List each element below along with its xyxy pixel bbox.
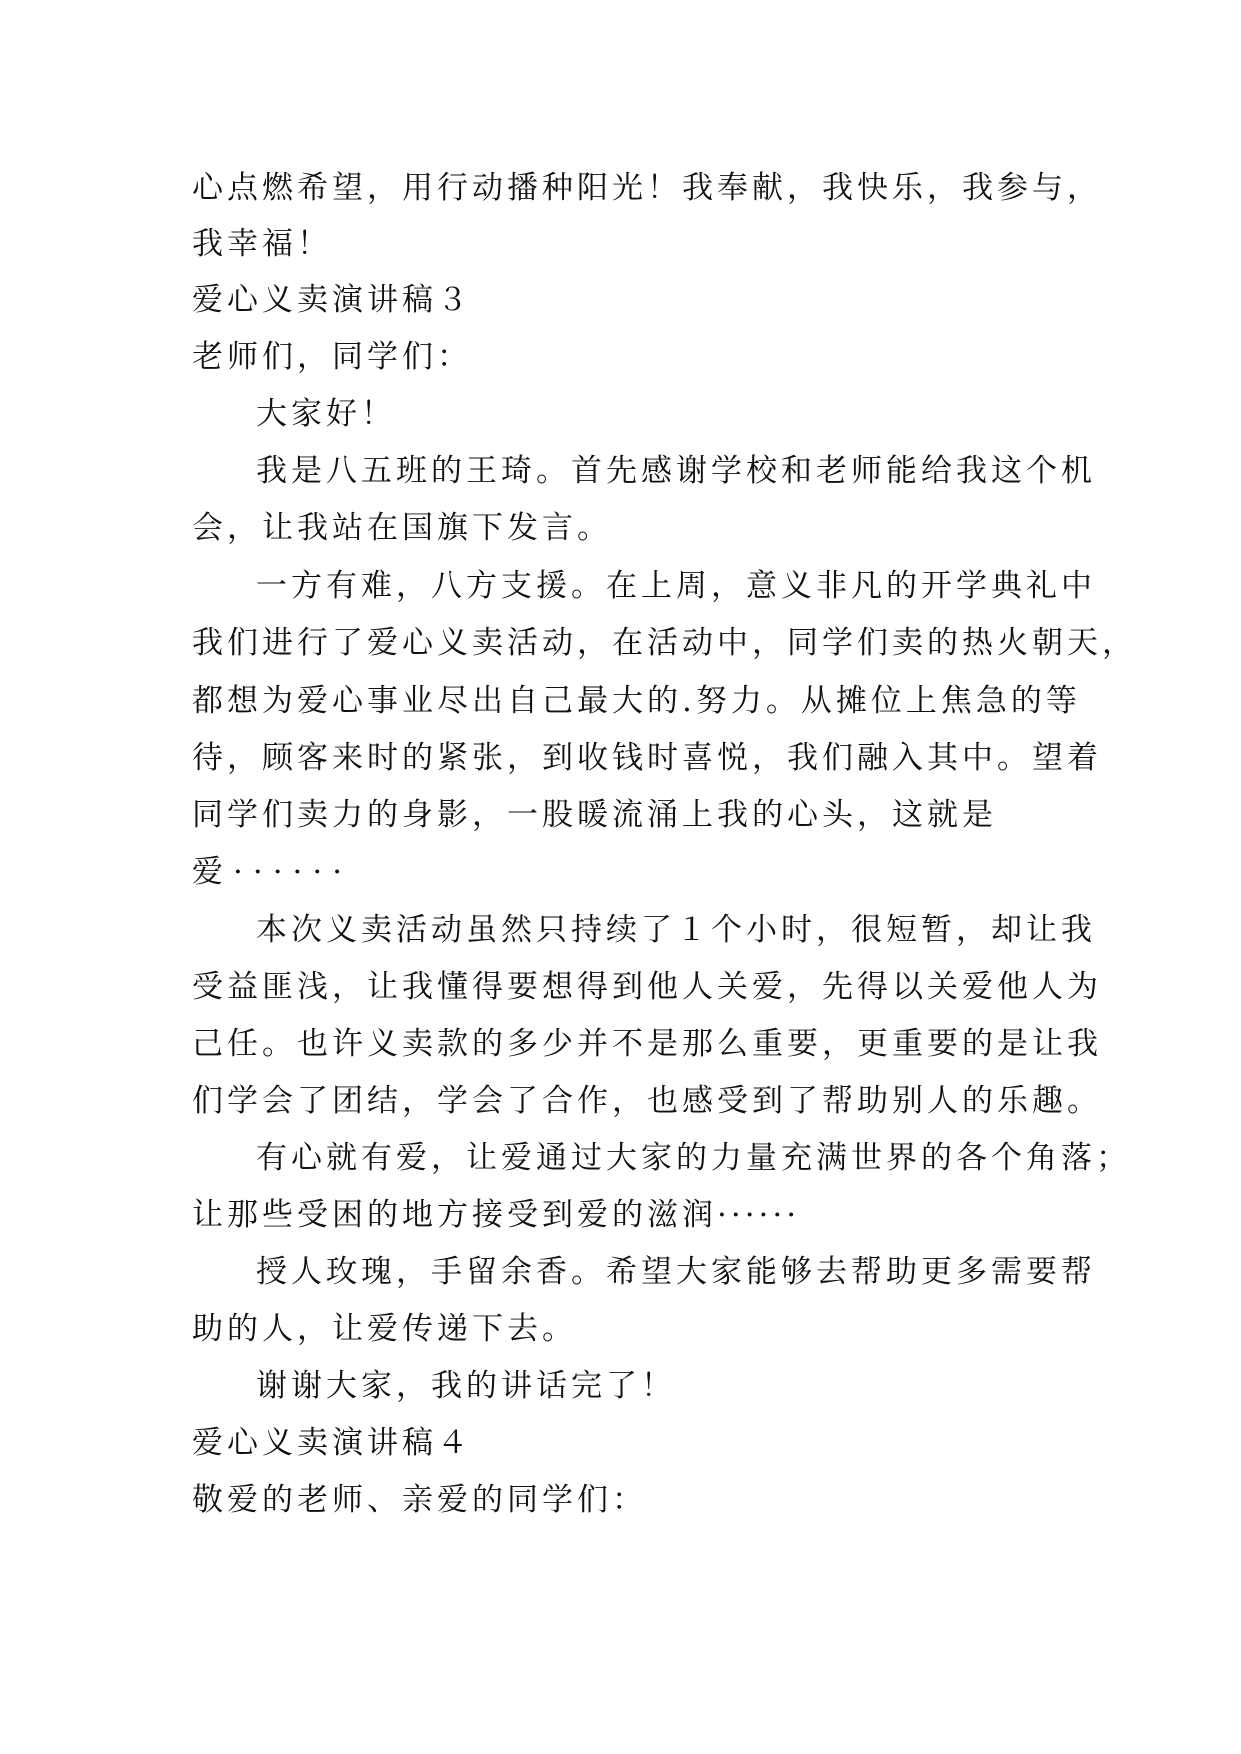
paragraph-line: 授人玫瑰，手留余香。希望大家能够去帮助更多需要帮 [256, 1254, 1096, 1290]
greeting: 大家好！ [256, 396, 396, 432]
paragraph-line: 心点燃希望，用行动播种阳光！我奉献，我快乐，我参与， [192, 170, 1102, 206]
paragraph-line: 有心就有爱，让爱通过大家的力量充满世界的各个角落； [256, 1140, 1131, 1176]
paragraph-line: 受益匪浅，让我懂得要想得到他人关爱，先得以关爱他人为 [192, 969, 1102, 1005]
paragraph-line: 们学会了团结，学会了合作，也感受到了帮助别人的乐趣。 [192, 1083, 1102, 1119]
paragraph-line: 助的人，让爱传递下去。 [192, 1311, 577, 1347]
paragraph-line: 同学们卖力的身影，一股暖流涌上我的心头，这就是 [192, 797, 997, 833]
paragraph-line: 都想为爱心事业尽出自己最大的.努力。从摊位上焦急的等 [192, 683, 1081, 719]
paragraph-line: 我们进行了爱心义卖活动，在活动中，同学们卖的热火朝天， [192, 625, 1137, 661]
paragraph-line: 谢谢大家，我的讲话完了！ [256, 1368, 676, 1404]
paragraph-line: 待，顾客来时的紧张，到收钱时喜悦，我们融入其中。望着 [192, 740, 1102, 776]
paragraph-line: 爱······ [192, 854, 353, 890]
paragraph-line: 我是八五班的王琦。首先感谢学校和老师能给我这个机 [256, 453, 1096, 489]
paragraph-line: 一方有难，八方支援。在上周，意义非凡的开学典礼中 [256, 568, 1096, 604]
paragraph-line: 本次义卖活动虽然只持续了１个小时，很短暂，却让我 [256, 912, 1096, 948]
paragraph-line: 让那些受困的地方接受到爱的滋润······ [192, 1197, 801, 1233]
paragraph-line: 己任。也许义卖款的多少并不是那么重要，更重要的是让我 [192, 1026, 1102, 1062]
section-heading: 爱心义卖演讲稿３ [192, 282, 472, 318]
salutation: 老师们，同学们： [192, 339, 472, 375]
section-heading: 爱心义卖演讲稿４ [192, 1425, 472, 1461]
paragraph-line: 会，让我站在国旗下发言。 [192, 510, 612, 546]
salutation: 敬爱的老师、亲爱的同学们： [192, 1482, 647, 1518]
paragraph-line: 我幸福！ [192, 226, 332, 262]
